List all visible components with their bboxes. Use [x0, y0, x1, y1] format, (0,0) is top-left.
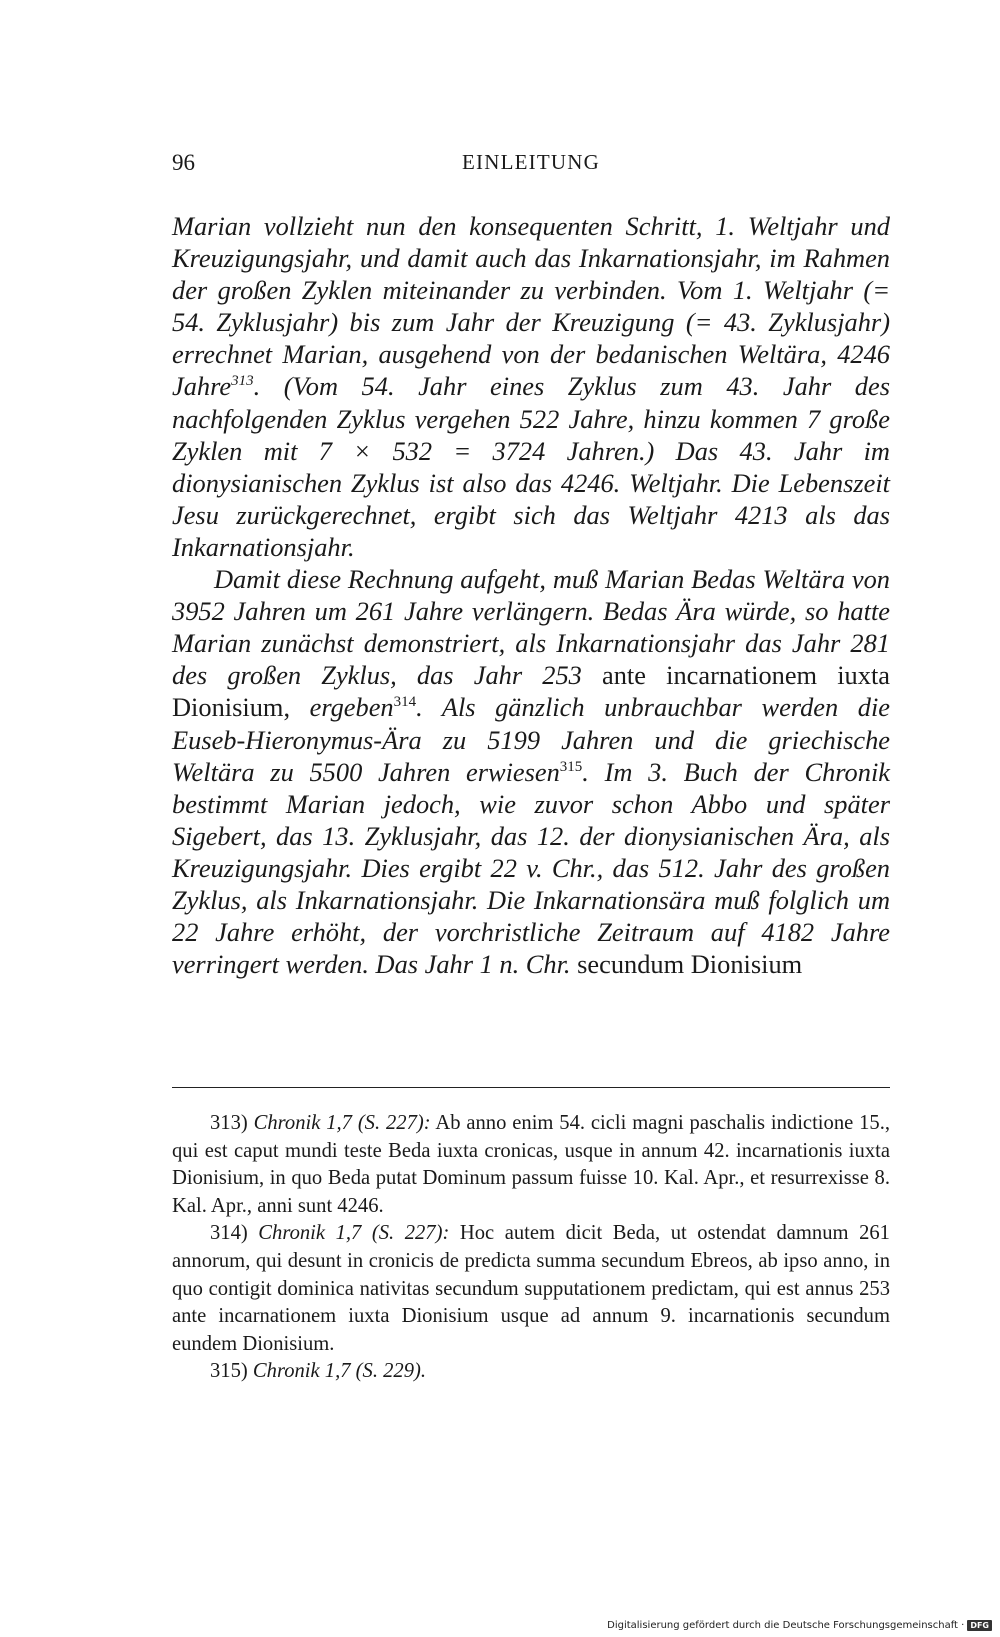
- footnote-ref-315[interactable]: 315: [559, 758, 583, 775]
- running-head: EINLEITUNG: [462, 150, 600, 174]
- page-header: [172, 150, 890, 180]
- footnote-source: Chronik 1,7 (S. 227):: [258, 1222, 450, 1245]
- paragraph-2-text-a: Damit diese Rechnung aufgeht, muß Marian Bedas Weltära von 3952 Jahren um 261 Jahre verlängern. Bedas Ära würde, so hatte Marian zunächst demonstriert, als Inkarnationsjahr das Jahr 281 des großen Zyklus, das Jahr 253: [172, 564, 890, 691]
- paragraph-1-text-b: . (Vom 54. Jahr eines Zyklus zum 43. Jahr des nachfolgenden Zyklus vergehen 522 Jahre, hinzu kommen 7 große Zyklen mit 7 × 532 = 3724 Jahren.) Das 43. Jahr im dionysianischen Zyklus ist also das 4246. Weltjahr. Die Lebenszeit Jesu zurückgerechnet, ergibt sich das Weltjahr 4213 als das Inkarnationsjahr.: [172, 371, 890, 562]
- footnotes: [172, 1110, 890, 1386]
- footnote-number: 314): [210, 1222, 248, 1245]
- page-number: 96: [172, 150, 195, 175]
- footnote-divider: [172, 1087, 890, 1088]
- paragraph-1-text-a: Marian vollzieht nun den konsequenten Schritt, 1. Weltjahr und Kreuzigungsjahr, und damit auch das Inkarnationsjahr, im Rahmen der großen Zyklen miteinander zu verbinden. Vom 1. Weltjahr (= 54. Zyklusjahr) bis zum Jahr der Kreuzigung (= 43. Zyklusjahr) errechnet Marian, ausgehend von der bedanischen Weltära, 4246 Jahre: [172, 211, 890, 402]
- paragraph-2: [172, 563, 890, 980]
- latin-quote-1: ante incarnationem iuxta Dionisium,: [172, 660, 890, 723]
- footnote-315: [172, 1358, 890, 1386]
- paragraph-2-text-d: . Im 3. Buch der Chronik bestimmt Marian jedoch, wie zuvor schon Abbo und später Sigebert, das 13. Zyklusjahr, das 12. der dionysianischen Ära, als Kreuzigungsjahr. Dies ergibt 22 v. Chr., das 512. Jahr des großen Zyklus, als Inkarnationsjahr. Die Inkarnationsära muß folglich um 22 Jahre erhöht, der vorchristliche Zeitraum auf 4182 Jahre verringert werden. Das Jahr 1 n. Chr.: [172, 756, 890, 980]
- footnote-314: [172, 1220, 890, 1358]
- footnote-number: 313): [210, 1112, 248, 1134]
- footnote-313: [172, 1110, 890, 1220]
- credit-text: Digitalisierung gefördert durch die Deutsche Forschungsgemeinschaft ·: [607, 1620, 965, 1631]
- latin-quote-2: secundum Dionisium: [577, 949, 803, 980]
- footnote-source: Chronik 1,7 (S. 227):: [253, 1112, 431, 1134]
- footnote-ref-314[interactable]: 314: [393, 694, 417, 711]
- paragraph-1: [172, 210, 890, 563]
- paragraph-2-text-c: . Als gänzlich unbrauchbar werden die Euseb-Hieronymus-Ära zu 5199 Jahren und die griechische Weltära zu 5500 Jahren erwiesen: [172, 692, 890, 787]
- digitization-credit: [607, 1620, 992, 1631]
- footnote-source: Chronik 1,7 (S. 229).: [252, 1360, 427, 1383]
- dfg-logo: DFG: [967, 1620, 992, 1631]
- footnote-text: Hoc autem dicit Beda, ut ostendat damnum 261 annorum, qui desunt in cronicis de predicta summa secundum Ebreos, ab ipso anno, in quo contigit dominica nativitas secundum supputationem predictam, qui est annus 253 ante incarnationem iuxta Dionisium usque ad annum 9. incarnationis secundum eundem Dionisium.: [172, 1222, 890, 1355]
- paragraph-2-text-b: ergeben: [309, 692, 394, 723]
- footnote-text: Ab anno enim 54. cicli magni paschalis indictione 15., qui est caput mundi teste Beda iuxta cronicas, usque in annum 42. incarnationis iuxta Dionisium, in quo Beda putat Dominum passum fuisse 10. Kal. Apr., et resurrexisse 8. Kal. Apr., anni sunt 4246.: [172, 1112, 891, 1217]
- footnote-ref-313[interactable]: 313: [231, 373, 254, 390]
- main-text: [172, 210, 890, 980]
- footnote-number: 315): [210, 1360, 248, 1383]
